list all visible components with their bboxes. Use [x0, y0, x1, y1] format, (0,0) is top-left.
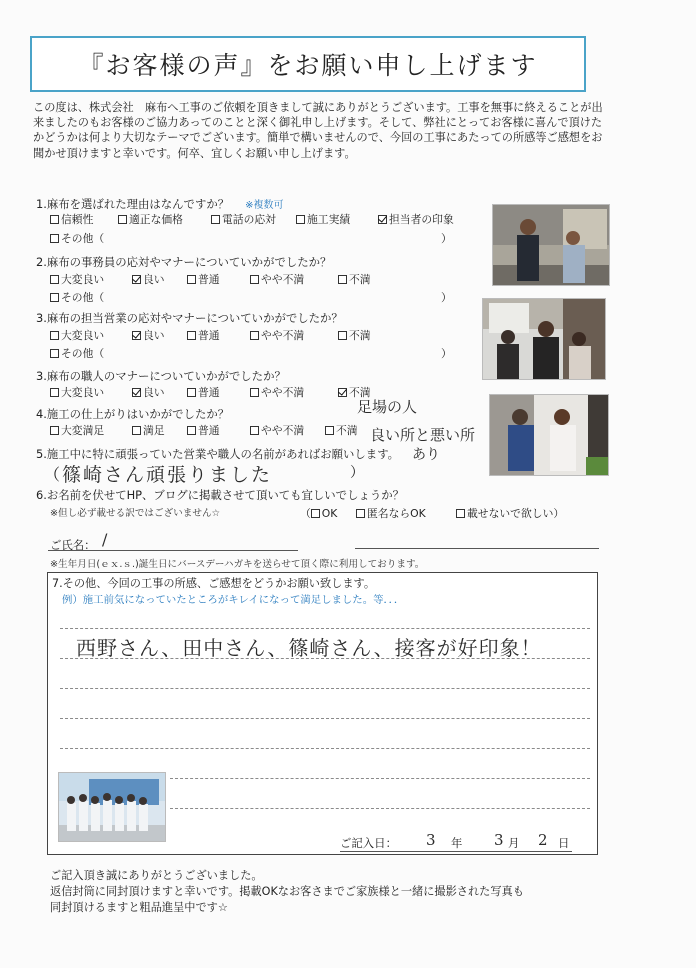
q3b-option-3[interactable]: 普通 — [187, 385, 220, 400]
date-label: ご記入日： — [340, 836, 397, 850]
q3b-option-5[interactable]: 不満 — [338, 385, 371, 400]
question-3b: 3.麻布の職人のマナーについていかがでしたか？ — [36, 369, 286, 383]
date-day: 2 — [538, 831, 548, 849]
intro-text: この度は、株式会社 麻布へ工事のご依頼を頂きまして誠にありがとうございます。工事を無事に終えることが出来ましたのもお客様のご協力あってのことと深く御礼申し上げます。そして、弊社にとってお客様に喜んで頂けたかどうかは何より大切なテーマでございます。簡単で構いませんので、今回の工事にあたっての所感等ご感想をお聞かせ頂けますと幸いです。何卒、宜しくお願い申し上げます。 — [33, 101, 603, 160]
checkbox-checked[interactable] — [132, 331, 141, 340]
q2-option-4[interactable]: やや不満 — [250, 272, 304, 287]
q3-other[interactable]: その他（ — [50, 346, 104, 361]
checkbox[interactable] — [211, 215, 220, 224]
checkbox[interactable] — [118, 215, 127, 224]
q1-option-2[interactable]: 適正な価格 — [118, 212, 183, 227]
page-title: 『お客様の声』をお願い申し上げます — [30, 36, 586, 92]
q3b-option-2[interactable]: 良い — [132, 385, 165, 400]
footer-line-1: ご記入頂き誠にありがとうございました。 — [50, 869, 263, 882]
checkbox-checked[interactable] — [132, 275, 141, 284]
footer-text — [50, 868, 524, 916]
q2-other[interactable]: その他（ — [50, 290, 104, 305]
ruled-line — [60, 718, 590, 719]
q3-option-4[interactable]: やや不満 — [250, 328, 304, 343]
paren-close: ） — [350, 465, 364, 481]
footer-line-2: 返信封筒に同封頂けますと幸いです。掲載OKなお客さまでご家族様と一緒に撮影された写真も — [50, 885, 524, 898]
handwritten-answer-q5: 篠崎さん頑張りました — [62, 464, 273, 486]
q1-other[interactable]: その他（ — [50, 231, 104, 246]
q6-option-1[interactable]: （ OK — [300, 507, 338, 520]
handwritten-note-scaffold: 足場の人 — [357, 398, 418, 416]
question-6: 6.お名前を伏せてHP、ブログに掲載させて頂いても宜しいでしょうか？ — [36, 488, 405, 502]
birthday-underline — [355, 548, 599, 549]
staff-group-photo — [58, 772, 166, 842]
q2-option-5[interactable]: 不満 — [338, 272, 371, 287]
paren-close: ） — [441, 291, 452, 304]
ruled-line — [170, 808, 590, 809]
checkbox[interactable] — [296, 215, 305, 224]
question-1 — [36, 196, 284, 212]
q2-option-3[interactable]: 普通 — [187, 272, 220, 287]
customer-photo-3 — [489, 394, 609, 476]
question-1-label: 1.麻布を選ばれた理由はなんですか？ — [36, 197, 230, 211]
date-month-unit: 月 — [508, 836, 520, 850]
date-year-unit: 年 — [451, 836, 463, 850]
q3-option-3[interactable]: 普通 — [187, 328, 220, 343]
date-underline — [340, 851, 572, 852]
q1-option-3[interactable]: 電話の応対 — [211, 212, 276, 227]
q3b-option-4[interactable]: やや不満 — [250, 385, 304, 400]
handwritten-note-goodbad: 良い所と悪い所 — [370, 426, 476, 444]
customer-photo-2 — [482, 298, 606, 380]
q6-option-2[interactable]: 匿名ならOK — [356, 506, 426, 521]
q4-option-3[interactable]: 普通 — [187, 423, 220, 438]
q2-option-1[interactable]: 大変良い — [50, 272, 104, 287]
question-5: 5.施工中に特に頑張っていた営業や職人の名前があればお願いします。 — [36, 447, 400, 461]
q6-note: ※但し必ず載せる訳ではございません☆ — [50, 508, 221, 519]
checkbox-checked[interactable] — [378, 215, 387, 224]
paren-close: ） — [441, 347, 452, 360]
question-1-note: ※複数可 — [245, 200, 284, 211]
q3-option-2[interactable]: 良い — [132, 328, 165, 343]
question-4: 4.施工の仕上がりはいかがでしたか？ — [36, 407, 230, 421]
checkbox[interactable] — [50, 234, 59, 243]
q1-option-5[interactable]: 担当者の印象 — [378, 212, 454, 227]
footer-line-3: 同封頂けるますと粗品進呈中です☆ — [50, 901, 228, 914]
date-year: 3 — [426, 831, 436, 849]
name-underline — [48, 550, 298, 551]
q4-option-4[interactable]: やや不満 — [250, 423, 304, 438]
checkbox[interactable] — [50, 215, 59, 224]
q3-option-5[interactable]: 不満 — [338, 328, 371, 343]
q3-option-1[interactable]: 大変良い — [50, 328, 104, 343]
date-month: 3 — [494, 831, 504, 849]
handwritten-note-ari: あり — [412, 447, 440, 463]
name-mark: / — [102, 530, 108, 549]
ruled-line — [60, 628, 590, 629]
q1-option-1[interactable]: 信頼性 — [50, 212, 93, 227]
q6-option-3[interactable]: 載せないで欲しい） — [456, 506, 564, 521]
ruled-line — [60, 688, 590, 689]
question-7: 7.その他、今回の工事の所感、ご感想をどうかお願い致します。 — [52, 577, 376, 590]
paren-close: ） — [441, 232, 452, 245]
question-2: 2.麻布の事務員の応対やマナーについていかがでしたか？ — [36, 255, 332, 269]
q2-option-2[interactable]: 良い — [132, 272, 165, 287]
q4-option-5[interactable]: 不満 — [325, 423, 358, 438]
date-day-unit: 日 — [558, 836, 570, 850]
q3b-option-1[interactable]: 大変良い — [50, 385, 104, 400]
handwritten-answer-q7: 西野さん、田中さん、篠崎さん、接客が好印象！ — [76, 636, 542, 660]
q1-option-4[interactable]: 施工実績 — [296, 212, 350, 227]
question-3: 3.麻布の担当営業の応対やマナーについていかがでしたか？ — [36, 311, 343, 325]
checkbox-checked[interactable] — [132, 388, 141, 397]
q4-option-2[interactable]: 満足 — [132, 423, 165, 438]
ruled-line — [60, 748, 590, 749]
checkbox-checked[interactable] — [338, 388, 347, 397]
q7-example: 例）施工前気になっていたところがキレイになって満足しました。等．．． — [62, 594, 405, 606]
q4-option-1[interactable]: 大変満足 — [50, 423, 104, 438]
birthday-note: ※生年月日(ｅｘ.ｓ.)誕生日にバースデーハガキを送らせて頂く際に利用しております。 — [50, 559, 425, 570]
name-label: ご氏名： — [50, 538, 96, 552]
customer-photo-1 — [492, 204, 610, 286]
ruled-line — [170, 778, 590, 779]
paren-open: （ — [44, 465, 61, 484]
